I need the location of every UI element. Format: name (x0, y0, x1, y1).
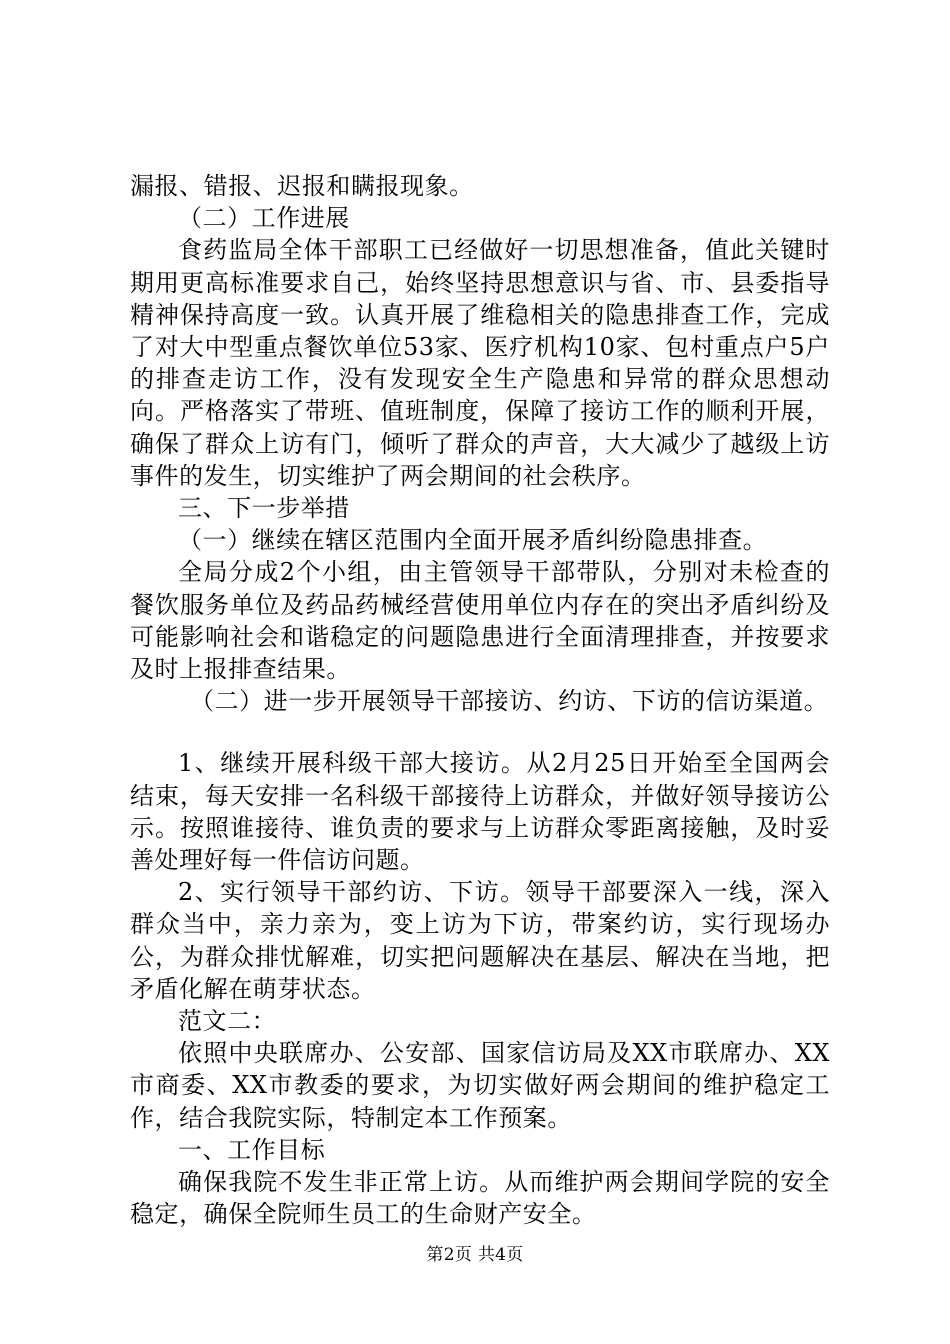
heading-work-goals: 一、工作目标 (178, 1135, 326, 1164)
paragraph-report-omissions: 漏报、错报、迟报和瞒报现象。 (130, 172, 474, 200)
paragraph-work-progress: 食药监局全体干部职工已经做好一切思想准备，值此关键时期用更高标准要求自己，始终坚持思想意识与省、市、县委指导精神保持高度一致。认真开展了维稳相关的隐患排查工作，完成了对大中型重点餐饮单位53家、医疗机构10家、包村重点户5户的排查走访工作，没有发现安全生产隐患和异常的群众思想动向。严格落实了带班、值班制度，保障了接访工作的顺利开展，确保了群众上访有门，倾听了群众的声音，大大减少了越级上访事件的发生，切实维护了两会期间的社会秩序。 (130, 236, 830, 490)
heading-sample-two: 范文二： (178, 1007, 277, 1036)
paragraph-leader-visits: 2、实行领导干部约访、下访。领导干部要深入一线，深入群众当中，亲力亲为，变上访为下访，带案约访，实行现场办公，为群众排忧解难，切实把问题解决在基层、解决在当地，把矛盾化解在萌芽状态。 (130, 878, 830, 1003)
page-footer: 第2页 共4页 (426, 1245, 524, 1265)
heading-next-steps: 三、下一步举措 (178, 494, 350, 523)
document-body (130, 170, 830, 1231)
paragraph-sample-two-intro: 依照中央联席办、公安部、国家信访局及XX市联席办、XX市商委、XX市教委的要求，为切实做好两会期间的维护稳定工作，结合我院实际，特制定本工作预案。 (130, 1039, 830, 1132)
paragraph-work-goals: 确保我院不发生非正常上访。从而维护两会期间学院的安全稳定，确保全院师生员工的生命财产安全。 (130, 1168, 830, 1229)
paragraph-dispute-investigation: 全局分成2个小组，由主管领导干部带队，分别对未检查的餐饮服务单位及药品药械经营使用单位内存在的突出矛盾纠纷及可能影响社会和谐稳定的问题隐患进行全面清理排查，并按要求及时上报排查结果。 (130, 558, 830, 684)
heading-petition-channels: （二）进一步开展领导干部接访、约访、下访的信访渠道。 (190, 687, 829, 716)
paragraph-section-chief-reception: 1、继续开展科级干部大接访。从2月25日开始至全国两会结束，每天安排一名科级干部接待上访群众，并做好领导接访公示。按照谁接待、谁负责的要求与上访群众零距离接触，及时妥善处理好每一件信访问题。 (130, 749, 830, 875)
heading-work-progress: （二）工作进展 (178, 204, 350, 233)
heading-dispute-investigation: （一）继续在辖区范围内全面开展矛盾纠纷隐患排查。 (178, 526, 768, 555)
